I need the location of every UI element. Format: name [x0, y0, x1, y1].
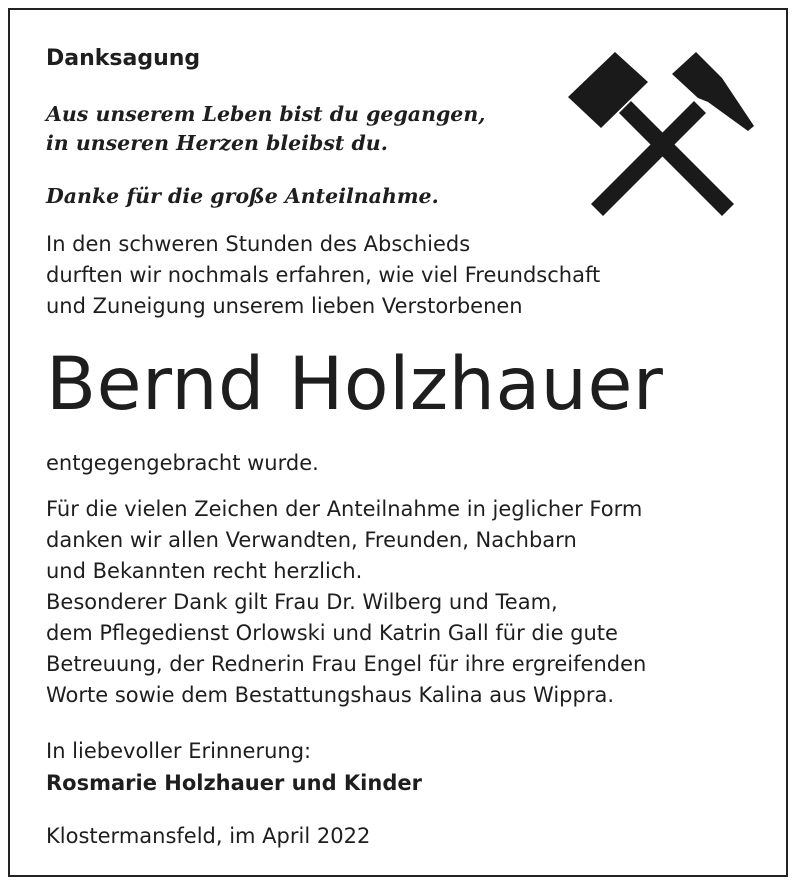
left-hammer-handle [619, 101, 734, 216]
verse-line: Aus unserem Leben bist du gegangen, [46, 102, 486, 126]
gratitude-line: Betreuung, der Rednerin Frau Engel für ihre ergreifenden [46, 652, 647, 676]
memorial-verse [46, 100, 485, 158]
gratitude-line: Für die vielen Zeichen der Anteilnahme in jeglicher Form [46, 497, 643, 521]
thanks-line: Danke für die große Anteilnahme. [46, 184, 439, 208]
intro-paragraph [46, 229, 600, 322]
crossed-hammers-shapes [568, 52, 754, 216]
gratitude-line: dem Pflegedienst Orlowski und Katrin Gall für die gute [46, 621, 618, 645]
gratitude-line: Worte sowie dem Bestattungshaus Kalina aus Wippra. [46, 683, 615, 707]
place-date-line: Klostermansfeld, im April 2022 [46, 824, 371, 848]
deceased-name: Bernd Holzhauer [46, 342, 664, 427]
intro-line: In den schweren Stunden des Abschieds [46, 232, 471, 256]
signer-line: Rosmarie Holzhauer und Kinder [46, 771, 422, 795]
gratitude-paragraph [46, 494, 646, 711]
after-name-text: entgegengebracht wurde. [46, 451, 319, 475]
intro-line: und Zuneigung unserem lieben Verstorbenen [46, 294, 523, 318]
closing-line: In liebevoller Erinnerung: [46, 739, 312, 763]
crossed-hammers-icon [568, 52, 758, 218]
intro-line: durften wir nochmals erfahren, wie viel Freundschaft [46, 263, 601, 287]
gratitude-line: und Bekannten recht herzlich. [46, 559, 363, 583]
gratitude-line: danken wir allen Verwandten, Freunden, Nachbarn [46, 528, 577, 552]
gratitude-line: Besonderer Dank gilt Frau Dr. Wilberg und Team, [46, 590, 558, 614]
verse-line: in unseren Herzen bleibst du. [46, 131, 388, 155]
notice-heading: Danksagung [46, 46, 201, 71]
